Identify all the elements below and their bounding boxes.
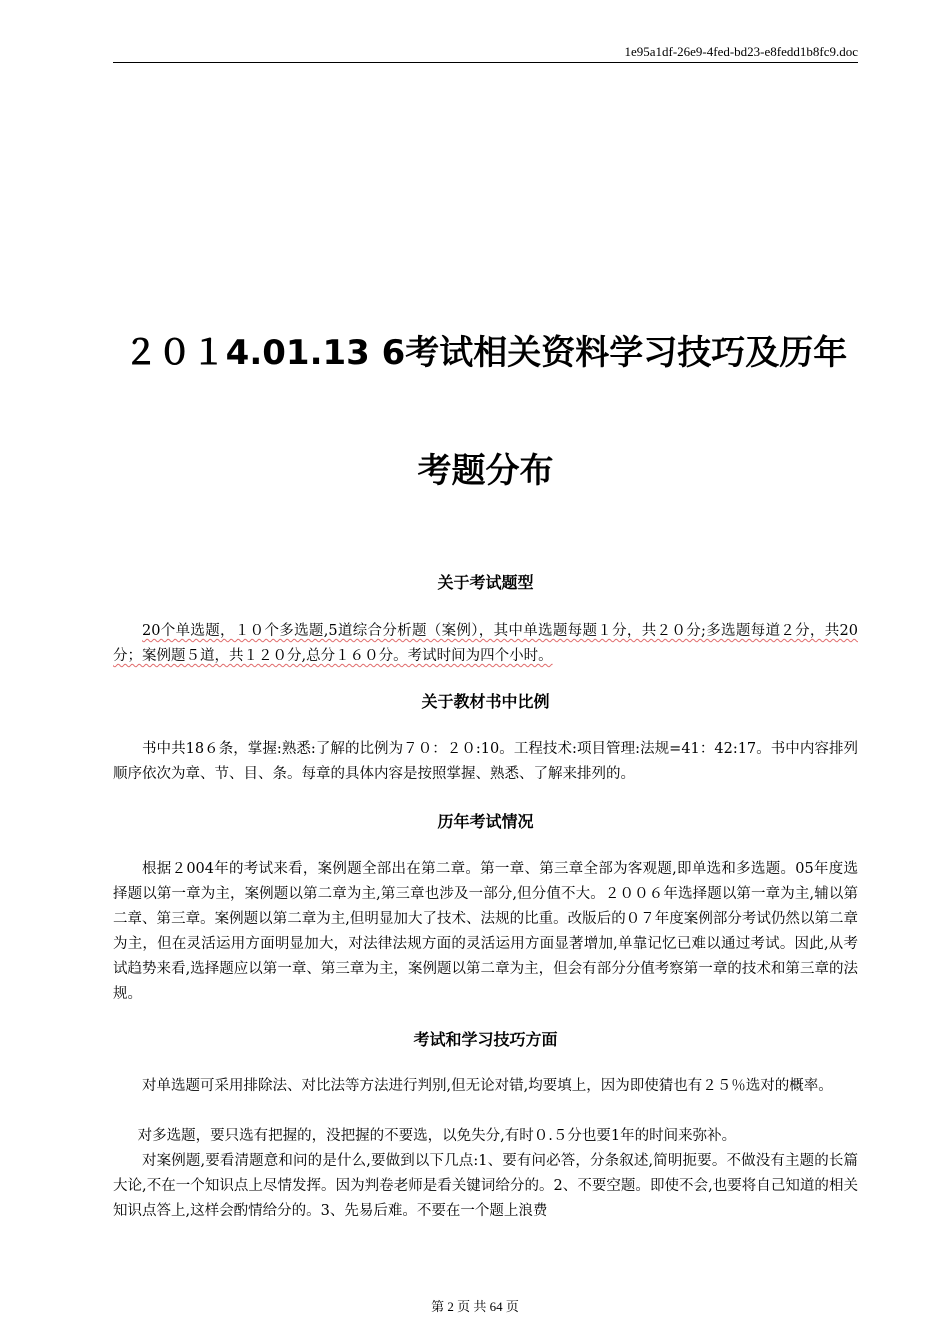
paragraph-textbook-ratio: 书中共18６条，掌握:熟悉:了解的比例为７０：２０:10。工程技术:项目管理:法规=41：42:17。书中内容排列顺序依次为章、节、目、条。每章的具体内容是按照掌握、熟悉、了解来排列的。 [113,741,858,782]
section-heading-past-exams: 历年考试情况 [437,812,534,831]
paragraph-question-types: 20个单选题，１０个多选题,5道综合分析题（案例），其中单选题每题１分，共２０分;多选题每道２分，共20分；案例题５道，共１２０分,总分１６０分。考试时间为四个小时。 [113,623,858,664]
document-title-line2: 考题分布 [417,451,554,491]
section-heading-textbook-ratio: 关于教材书中比例 [421,692,550,711]
section-heading-exam-tips: 考试和学习技巧方面 [413,1030,558,1049]
section-heading-question-types: 关于考试题型 [437,573,534,592]
paragraph-case-study-tips: 对案例题,要看清题意和问的是什么,要做到以下几点:1、要有问必答，分条叙述,简明扼要。不做没有主题的长篇大论,不在一个知识点上尽情发挥。因为判卷老师是看关键词给分的。2、不要空题。即使不会,也要将自己知道的相关知识点答上,这样会酌情给分的。3、先易后难。不要在一个题上浪费 [113,1153,858,1219]
header-filename: 1e95a1df-26e9-4fed-bd23-e8fedd1b8fc9.doc [624,44,858,59]
paragraph-single-choice-tips: 对单选题可采用排除法、对比法等方法进行判别,但无论对错,均要填上，因为即使猜也有２５％选对的概率。 [142,1078,833,1094]
page-footer: 第 2 页 共 64 页 [431,1299,519,1314]
page-header [113,44,858,63]
document-title-line1: ２０１4.01.13 6考试相关资料学习技巧及历年 [123,333,848,373]
paragraph-past-exams: 根据２004年的考试来看，案例题全部出在第二章。第一章、第三章全部为客观题,即单选和多选题。05年度选择题以第一章为主，案例题以第二章为主,第三章也涉及一部分,但分值不大。２００６年选择题以第一章为主,辅以第二章、第三章。案例题以第二章为主,但明显加大了技术、法规的比重。改版后的０７年度案例部分考试仍然以第二章为主，但在灵活运用方面明显加大，对法律法规方面的灵活运用方面显著增加,单靠记忆已难以通过考试。因此,从考试趋势来看,选择题应以第一章、第三章为主，案例题以第二章为主，但会有部分分值考察第一章的技术和第三章的法规。 [113,861,858,1002]
paragraph-multi-choice-tips: 对多选题，要只选有把握的，没把握的不要选，以免失分,有时０.５分也要1年的时间来弥补。 [137,1128,737,1144]
